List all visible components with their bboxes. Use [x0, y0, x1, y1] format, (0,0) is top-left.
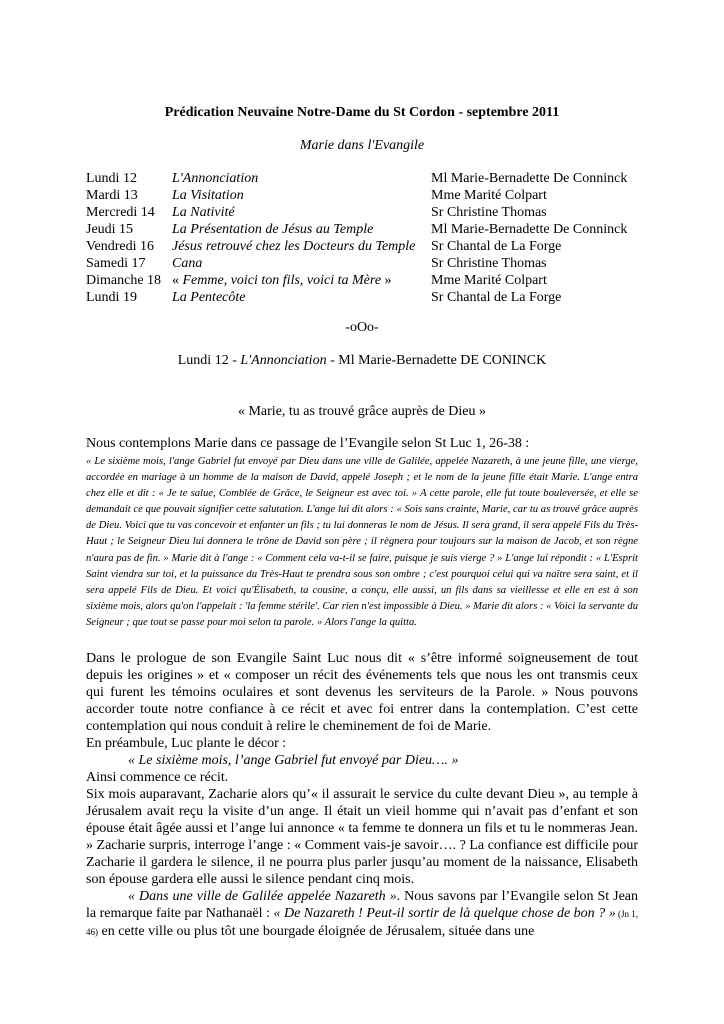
- schedule-speaker: Sr Christine Thomas: [431, 205, 547, 220]
- schedule-day: Mardi 13: [86, 188, 138, 203]
- schedule-speaker: Sr Christine Thomas: [431, 256, 547, 271]
- schedule-day: Samedi 17: [86, 256, 146, 271]
- paragraph-text: . Nous savons par l’Evangile selon St Jean la remarque faite par Nathanaël :: [86, 889, 639, 921]
- schedule-theme: La Visitation: [172, 188, 244, 203]
- quote-text: « De Nazareth ! Peut-il sortir de là quelque chose de bon ? »: [273, 906, 616, 921]
- schedule-speaker: Mme Marité Colpart: [431, 188, 547, 203]
- schedule-day: Jeudi 15: [86, 222, 134, 237]
- sermon-body: [86, 650, 638, 941]
- quote-text: « Dans une ville de Galilée appelée Nazareth »: [128, 889, 397, 904]
- section-theme: L'Annonciation: [240, 353, 327, 368]
- schedule-day: Lundi 12: [86, 171, 137, 186]
- paragraph: Ainsi commence ce récit.: [86, 770, 229, 785]
- schedule-theme: La Nativité: [172, 205, 235, 220]
- section-prefix: Lundi 12 -: [177, 353, 241, 368]
- scripture-reference: (Jn 1, 46): [86, 909, 639, 937]
- schedule-speaker: Sr Chantal de La Forge: [431, 290, 562, 305]
- schedule-theme: La Présentation de Jésus au Temple: [172, 222, 374, 237]
- schedule-day: Lundi 19: [86, 290, 137, 305]
- schedule-day: Mercredi 14: [86, 205, 155, 220]
- schedule-day: Vendredi 16: [86, 239, 155, 254]
- schedule-theme-text: Femme, voici ton fils, voici ta Mère: [182, 273, 382, 288]
- schedule-theme: Jésus retrouvé chez les Docteurs du Temple: [172, 239, 416, 254]
- schedule-day: Dimanche 18: [86, 273, 162, 288]
- schedule-speaker: Mme Marité Colpart: [431, 273, 547, 288]
- schedule-theme: La Pentecôte: [172, 290, 246, 305]
- quote-open: «: [172, 273, 183, 288]
- section-heading: [0, 353, 724, 369]
- section-separator: -oOo-: [345, 320, 379, 335]
- schedule-theme: Cana: [172, 256, 203, 271]
- section-suffix: - Ml Marie-Bernadette DE CONINCK: [326, 353, 547, 368]
- schedule-theme: [172, 272, 392, 289]
- gospel-passage: « Le sixième mois, l'ange Gabriel fut envoyé par Dieu dans une ville de Galilée, appelée Nazareth, à une jeune fille, une vierge, accordée en mariage à un homme de la maison de David, appelé Joseph ; et le nom de la jeune fille était Marie. L'ange entra chez elle et dit : « Je te salue, Comblée de Grâce, le Seigneur est avec toi. » A cette parole, elle fut toute bouleversée, et elle se demandait ce que pouvait signifier cette salutation. L'ange lui dit alors : « Sois sans crainte, Marie, car tu as trouvé grâce auprès de Dieu. Voici que tu vas concevoir et enfanter un fils ; tu lui donneras le nom de Jésus. Il sera grand, il sera appelé Fils du Très-Haut ; le Seigneur Dieu lui donnera le trône de David son père ; il règnera pour toujours sur la maison de Jacob, et son règne n'aura pas de fin. » Marie dit à l'ange : « Comment cela va-t-il se faire, puisque je suis vierge ? » L'ange lui répondit : « L'Esprit Saint viendra sur toi, et la puissance du Très-Haut te prendra sous son ombre ; c'est pourquoi celui qui va naître sera saint, et il sera appelé Fils de Dieu. Et voici qu'Élisabeth, ta cousine, a conçu, elle aussi, un fils dans sa vieillesse et elle en est à son sixième mois, alors qu'on l'appelait : 'la femme stérile'. Car rien n'est impossible à Dieu. » Marie dit alors : « Voici la servante du Seigneur ; que tout se passe pour moi selon ta parole. » Alors l'ange la quitta.: [86, 456, 638, 628]
- schedule-speaker: Ml Marie-Bernadette De Conninck: [431, 171, 628, 186]
- schedule-speaker: Sr Chantal de La Forge: [431, 239, 562, 254]
- schedule-speaker: Ml Marie-Bernadette De Conninck: [431, 222, 628, 237]
- quote-close: »: [381, 273, 392, 288]
- schedule-theme: L'Annonciation: [172, 171, 259, 186]
- intro-line: Nous contemplons Marie dans ce passage de l’Evangile selon St Luc 1, 26-38 :: [86, 436, 530, 451]
- paragraph: Dans le prologue de son Evangile Saint Luc nous dit « s’être informé soigneusement de tout depuis les origines » et « composer un récit des événements tels que nous les ont transmis ceux qui furent les témoins oculaires et sont devenus les serviteurs de la Parole. » Nous pouvons accorder toute notre confiance à ce récit et avec foi entrer dans la contemplation. C’est cette contemplation qui nous conduit à relire le cheminement de foi de Marie.: [86, 651, 638, 734]
- paragraph: En préambule, Luc plante le décor :: [86, 736, 287, 751]
- document-subtitle: Marie dans l'Evangile: [299, 138, 425, 153]
- paragraph-quote: [86, 752, 638, 769]
- quote-heading: « Marie, tu as trouvé grâce auprès de Dieu »: [237, 404, 486, 419]
- document-title: Prédication Neuvaine Notre-Dame du St Cordon - septembre 2011: [164, 105, 560, 120]
- paragraph-text: en cette ville ou plus tôt une bourgade éloignée de Jérusalem, située dans une: [98, 924, 535, 939]
- quote-text: « Le sixième mois, l’ange Gabriel fut envoyé par Dieu…. »: [128, 753, 459, 768]
- paragraph: Six mois auparavant, Zacharie alors qu’« il assurait le service du culte devant Dieu », au temple à Jérusalem avait reçu la visite d’un ange. Il était un vieil homme qui n’avait pas d’enfant et son épouse était âgée aussi et l’ange lui annonce « ta femme te donnera un fils et tu le nommeras Jean. » Zacharie surpris, interroge l’ange : « Comment vais-je savoir…. ? La confiance est difficile pour Zacharie il gardera le silence, il ne pourra plus parler jusqu’au moment de la naissance, Elisabeth son épouse gardera elle aussi le silence pendant cinq mois.: [86, 787, 638, 887]
- paragraph: [86, 888, 638, 941]
